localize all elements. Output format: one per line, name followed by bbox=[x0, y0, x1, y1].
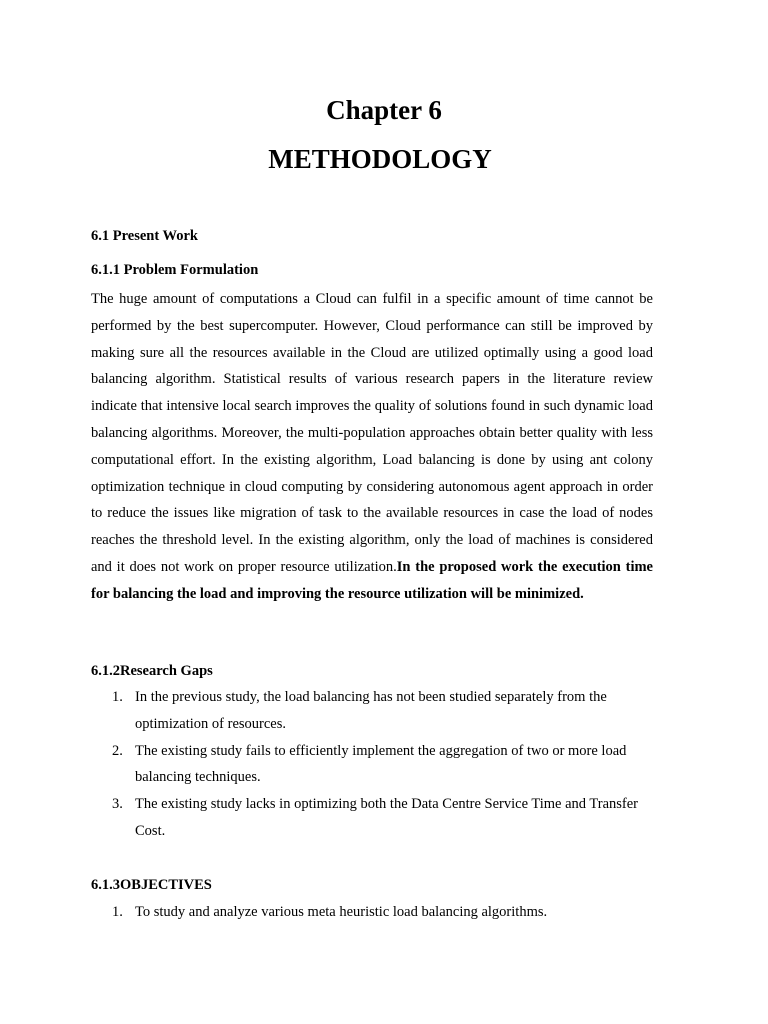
list-item-number: 3. bbox=[112, 796, 123, 813]
list-item bbox=[91, 899, 671, 926]
list-item-text: The existing study fails to efficiently implement the aggregation of two or more load balancing techniques. bbox=[135, 742, 627, 786]
list-item bbox=[91, 791, 671, 845]
chapter-title-heading: METHODOLOGY bbox=[268, 144, 492, 174]
list-item-text: In the previous study, the load balancing has not been studied separately from the optimization of resources. bbox=[135, 689, 607, 732]
section-research-gaps-heading: 6.1.2Research Gaps bbox=[91, 663, 213, 679]
research-gaps-list bbox=[91, 684, 671, 845]
section-problem-formulation-heading: 6.1.1 Problem Formulation bbox=[91, 262, 259, 278]
problem-formulation-paragraph bbox=[91, 286, 653, 608]
list-item-number: 1. bbox=[112, 689, 123, 705]
objectives-list bbox=[91, 899, 671, 926]
list-item bbox=[91, 738, 671, 792]
list-item-text: The existing study lacks in optimizing both the Data Centre Service Time and Transfer Cost. bbox=[135, 796, 638, 839]
list-item-number: 1. bbox=[112, 904, 123, 920]
list-item-number: 2. bbox=[112, 742, 123, 759]
problem-formulation-body: The huge amount of computations a Cloud can fulfil in a specific amount of time cannot be performed by the best supercomputer. However, Cloud performance can still be improved by making sure all the resources available in the Cloud are utilized optimally using a good load balancing algorithm. Statistical results of various research papers in the literature review indicate that intensive local search improves the quality of solutions found in such dynamic load balancing algorithms. Moreover, the multi-population approaches obtain better quality with less computational effort. In the existing algorithm, Load balancing is done by using ant colony optimization technique in cloud computing by considering autonomous agent approach in order to reduce the issues like migration of task to the available resources in case the load of nodes reaches the threshold level. In the existing algorithm, only the load of machines is considered and it does not work on proper resource utilization. bbox=[91, 291, 653, 575]
section-objectives-heading: 6.1.3OBJECTIVES bbox=[91, 877, 212, 893]
section-present-work-heading: 6.1 Present Work bbox=[91, 228, 199, 244]
chapter-number-heading: Chapter 6 bbox=[326, 95, 442, 125]
list-item-text: To study and analyze various meta heuristic load balancing algorithms. bbox=[135, 904, 548, 920]
list-item bbox=[91, 684, 671, 738]
problem-formulation-emphasis: In the proposed work the execution time for balancing the load and improving the resource utilization will be minimized. bbox=[91, 558, 653, 602]
